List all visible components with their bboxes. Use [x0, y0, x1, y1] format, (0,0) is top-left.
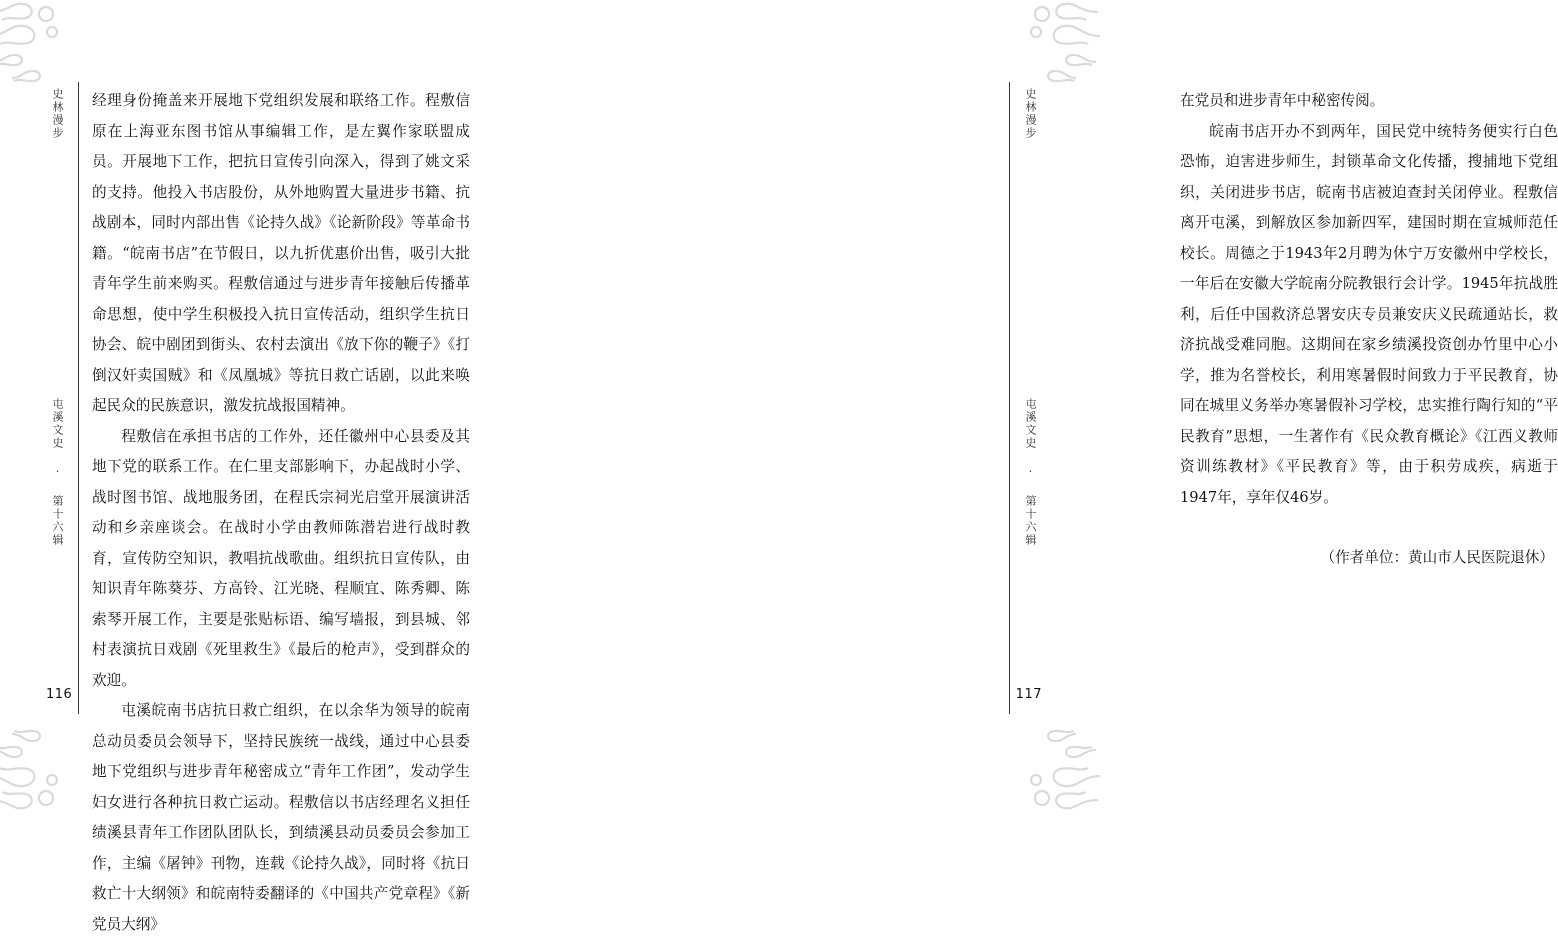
author-affiliation: （作者单位：黄山市人民医院退休）	[1320, 549, 1554, 566]
vertical-rule	[78, 82, 79, 714]
left-page	[0, 0, 544, 933]
running-head-series: 屯溪文史 · 第十六辑	[1024, 398, 1037, 547]
running-head-series: 屯溪文史 · 第十六辑	[51, 398, 64, 547]
page-number-left: 116	[46, 687, 73, 702]
running-head-section: 史林漫步	[1024, 88, 1037, 140]
paragraph: 程敷信在承担书店的工作外，还任徽州中心县委及其地下党的联系工作。在仁里支部影响下，办起战时小学、战时图书馆、战地服务团，在程氏宗祠光启堂开展演讲活动和乡亲座谈会。在战时小学由教师陈潜岩进行战时教育，宣传防空知识，教唱抗战歌曲。组织抗日宣传队，由知识青年陈葵芬、方高铃、江光晓、程顺宜、陈秀卿、陈索琴开展工作，主要是张贴标语、编写墙报，到县城、邻村表演抗日戏剧《死里救生》《最后的枪声》，受到群众的欢迎。	[92, 427, 470, 689]
body-text-left	[92, 86, 470, 940]
paragraph: 经理身份掩盖来开展地下党组织发展和联络工作。程敷信原在上海亚东图书馆从事编辑工作，是左翼作家联盟成员。开展地下工作，把抗日宣传引向深入，得到了姚文采的支持。他投入书店股份，从外地购置大量进步书籍、抗战剧本，同时内部出售《论持久战》《论新阶段》等革命书籍。“皖南书店”在节假日，以九折优惠价出售，吸引大批青年学生前来购买。程敷信通过与进步青年接触后传播革命思想，使中学生积极投入抗日宣传活动，组织学生抗日协会、皖中剧团到街头、农村去演出《放下你的鞭子》《打倒汉奸卖国贼》和《凤凰城》等抗日救亡话剧，以此来唤起民众的民族意识，激发抗战报国精神。	[92, 92, 470, 414]
paragraph: 屯溪皖南书店抗日救亡组织，在以余华为领导的皖南总动员委员会领导下，坚持民族统一战线，通过中心县委地下党组织与进步青年秘密成立“青年工作团”，发动学生妇女进行各种抗日救亡运动。程敷信以书店经理名义担任绩溪县青年工作团队团队长，到绩溪县动员委员会参加工作，主编《屠钟》刊物，连载《论持久战》，同时将《抗日救亡十大纲领》和皖南特委翻译的《中国共产党章程》《新党员大纲》	[92, 702, 470, 933]
paragraph: 在党员和进步青年中秘密传阅。	[1180, 92, 1385, 109]
body-text-right	[1180, 86, 1558, 574]
vertical-rule	[1009, 82, 1010, 714]
paragraph: 皖南书店开办不到两年，国民党中统特务便实行白色恐怖，迫害进步师生，封锁革命文化传播，搜捕地下党组织，关闭进步书店，皖南书店被迫查封关闭停业。程敷信离开屯溪，到解放区参加新四军，建国时期在宣城师范任校长。周德之于1943年2月聘为休宁万安徽州中学校长，一年后在安徽大学皖南分院教银行会计学。1945年抗战胜利，后任中国救济总署安庆专员兼安庆义民疏通站长，救济抗战受难同胞。这期间在家乡绩溪投资创办竹里中心小学，推为名誉校长，利用寒暑假时间致力于平民教育，协同在城里义务举办寒暑假补习学校，忠实推行陶行知的“平民教育”思想，一生著作有《民众教育概论》《江西义教师资训练教材》《平民教育》等，由于积劳成疾，病逝于1947年，享年仅46岁。	[1180, 122, 1558, 506]
right-page	[544, 0, 1558, 812]
running-head-section: 史林漫步	[51, 88, 64, 140]
page-number-right: 117	[1015, 687, 1042, 702]
